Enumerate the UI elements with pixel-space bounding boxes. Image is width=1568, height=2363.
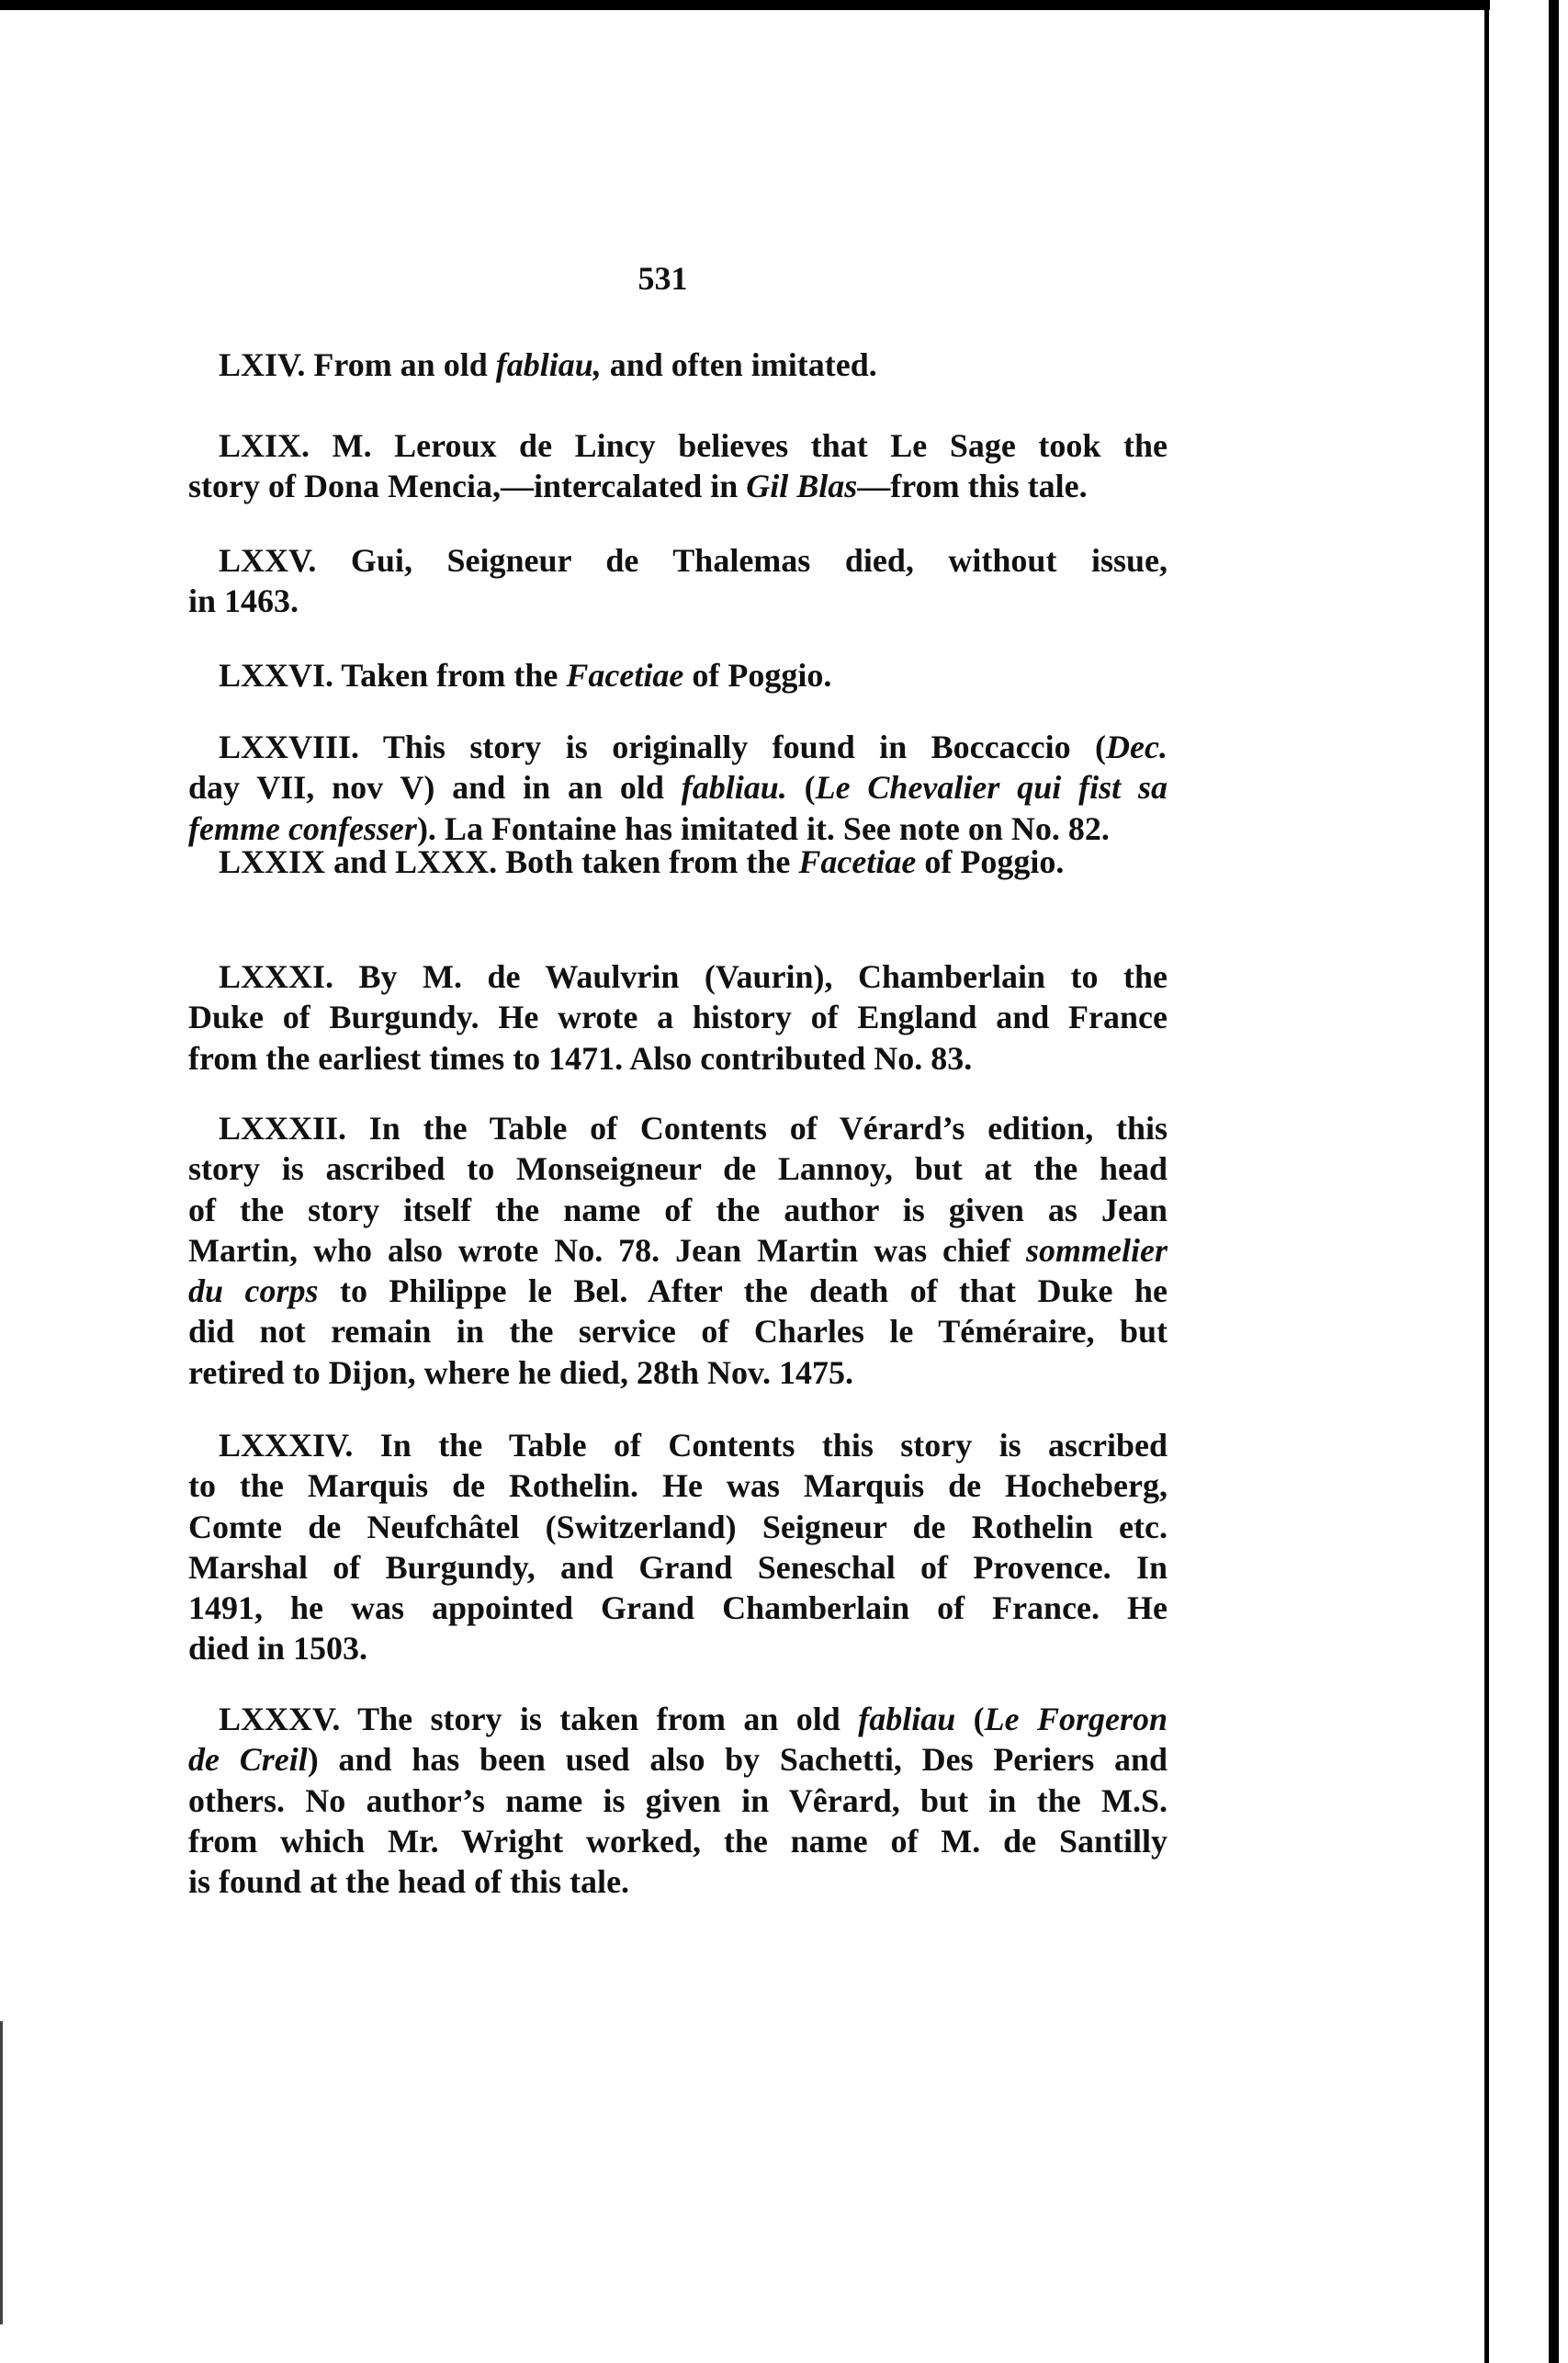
text-segment: to the Marquis de Rothelin. He was Marquis de Hocheberg, bbox=[188, 1467, 1168, 1505]
italic-text: sommelier bbox=[1026, 1231, 1168, 1269]
text-line bbox=[188, 1148, 1168, 1189]
text-line bbox=[188, 1739, 1168, 1780]
text-line bbox=[188, 1821, 1168, 1861]
italic-text: fabliau bbox=[858, 1701, 956, 1737]
text-line bbox=[188, 1271, 1168, 1311]
italic-text: du corps bbox=[188, 1272, 319, 1310]
text-segment: Duke of Burgundy. He wrote a history of England and France bbox=[188, 999, 1168, 1036]
text-line bbox=[188, 1108, 1168, 1148]
text-line bbox=[188, 1507, 1168, 1547]
text-line bbox=[188, 466, 1168, 506]
text-line bbox=[188, 425, 1168, 466]
italic-text: fabliau, bbox=[495, 346, 602, 383]
text-line bbox=[188, 1699, 1168, 1739]
italic-text: femme confesser bbox=[188, 809, 417, 847]
text-segment: and often imitated. bbox=[601, 346, 877, 383]
text-line bbox=[188, 956, 1168, 997]
text-segment: ( bbox=[786, 769, 816, 807]
italic-text: Dec. bbox=[1106, 729, 1168, 765]
page-right-border bbox=[1484, 0, 1489, 2363]
text-segment: LXIV. From an old bbox=[219, 346, 496, 383]
text-line bbox=[188, 1547, 1168, 1588]
text-line bbox=[188, 345, 1168, 385]
text-line bbox=[188, 1352, 1168, 1393]
text-segment: ). La Fontaine has imitated it. See note on No. 82. bbox=[416, 809, 1110, 847]
scan-binding-edge bbox=[1549, 0, 1559, 2363]
text-segment: LXXXII. In the Table of Contents of Vérard’s edition, this bbox=[219, 1110, 1168, 1147]
note-paragraph bbox=[188, 956, 1168, 1079]
italic-text: de Creil bbox=[188, 1741, 308, 1779]
note-paragraph bbox=[188, 842, 1168, 882]
text-line bbox=[188, 1628, 1168, 1668]
text-segment: LXXVIII. This story is originally found in Boccaccio ( bbox=[219, 729, 1107, 765]
text-segment: Comte de Neufchâtel (Switzerland) Seigneur de Rothelin etc. bbox=[188, 1508, 1168, 1545]
note-paragraph bbox=[188, 1425, 1168, 1669]
text-segment: story of Dona Mencia,—intercalated in bbox=[188, 468, 747, 505]
text-line bbox=[188, 997, 1168, 1037]
text-line bbox=[188, 1781, 1168, 1821]
text-segment: LXIX. M. Leroux de Lincy believes that Le Sage took the bbox=[219, 427, 1168, 464]
text-line bbox=[188, 1465, 1168, 1506]
text-segment: died in 1503. bbox=[188, 1630, 368, 1668]
text-segment: LXXXIV. In the Table of Contents this story is ascribed bbox=[219, 1427, 1168, 1464]
text-segment: is found at the head of this tale. bbox=[188, 1863, 630, 1901]
text-segment: ) and has been used also by Sachetti, Des Periers and bbox=[307, 1741, 1168, 1779]
text-segment: did not remain in the service of Charles le Téméraire, but bbox=[188, 1313, 1168, 1351]
note-paragraph bbox=[188, 345, 1168, 385]
note-paragraph bbox=[188, 655, 1168, 695]
text-segment: others. No author’s name is given in Vêrard, but in the M.S. bbox=[188, 1781, 1168, 1819]
text-segment: LXXXI. By M. de Waulvrin (Vaurin), Chamberlain to the bbox=[219, 958, 1168, 995]
text-segment: Martin, who also wrote No. 78. Jean Martin was chief bbox=[188, 1231, 1027, 1269]
text-segment: LXXV. Gui, Seigneur de Thalemas died, without issue, bbox=[219, 542, 1168, 579]
text-segment: ( bbox=[955, 1701, 985, 1737]
text-segment: —from this tale. bbox=[857, 468, 1088, 505]
italic-text: Gil Blas bbox=[746, 468, 858, 505]
note-paragraph bbox=[188, 425, 1168, 507]
text-segment: in 1463. bbox=[188, 582, 299, 620]
note-paragraph bbox=[188, 1699, 1168, 1902]
text-segment: retired to Dijon, where he died, 28th Nov. 1475. bbox=[188, 1353, 853, 1391]
text-segment: Marshal of Burgundy, and Grand Seneschal of Provence. In bbox=[188, 1548, 1168, 1586]
text-line bbox=[188, 1425, 1168, 1465]
text-segment: from which Mr. Wright worked, the name of M. de Santilly bbox=[188, 1822, 1168, 1860]
text-line bbox=[188, 655, 1168, 695]
text-line bbox=[188, 1190, 1168, 1230]
text-segment: of the story itself the name of the author is given as Jean bbox=[188, 1191, 1168, 1228]
text-line bbox=[188, 727, 1168, 767]
text-segment: day VII, nov V) and in an old bbox=[188, 769, 682, 807]
text-segment: LXXIX and LXXX. Both taken from the bbox=[219, 843, 799, 880]
italic-text: Le Forgeron bbox=[984, 1701, 1168, 1737]
text-segment: 1491, he was appointed Grand Chamberlain of France. He bbox=[188, 1589, 1168, 1627]
text-segment: story is ascribed to Monseigneur de Lannoy, but at the head bbox=[188, 1150, 1168, 1188]
text-line bbox=[188, 581, 1168, 621]
page-number: 531 bbox=[637, 260, 688, 297]
note-paragraph bbox=[188, 540, 1168, 622]
page-top-border bbox=[0, 0, 1490, 10]
italic-text: Facetiae bbox=[798, 843, 917, 880]
text-line bbox=[188, 767, 1168, 808]
text-segment: from the earliest times to 1471. Also contributed No. 83. bbox=[188, 1039, 973, 1077]
note-paragraph bbox=[188, 1108, 1168, 1393]
text-line bbox=[188, 1230, 1168, 1271]
text-line bbox=[188, 1588, 1168, 1628]
text-segment: to Philippe le Bel. After the death of that Duke he bbox=[318, 1272, 1168, 1310]
italic-text: Facetiae bbox=[566, 657, 684, 694]
text-segment: of Poggio. bbox=[683, 657, 832, 694]
text-line bbox=[188, 842, 1168, 882]
text-segment: of Poggio. bbox=[916, 843, 1065, 880]
text-segment: LXXVI. Taken from the bbox=[219, 657, 567, 694]
italic-text: Le Chevalier qui fist sa bbox=[815, 769, 1168, 807]
scan-left-edge bbox=[0, 2021, 3, 2324]
italic-text: fabliau. bbox=[681, 769, 787, 807]
text-line bbox=[188, 1861, 1168, 1902]
text-segment: LXXXV. The story is taken from an old bbox=[219, 1701, 859, 1737]
text-line bbox=[188, 1311, 1168, 1351]
text-line bbox=[188, 540, 1168, 581]
text-line bbox=[188, 1038, 1168, 1079]
note-paragraph bbox=[188, 727, 1168, 849]
